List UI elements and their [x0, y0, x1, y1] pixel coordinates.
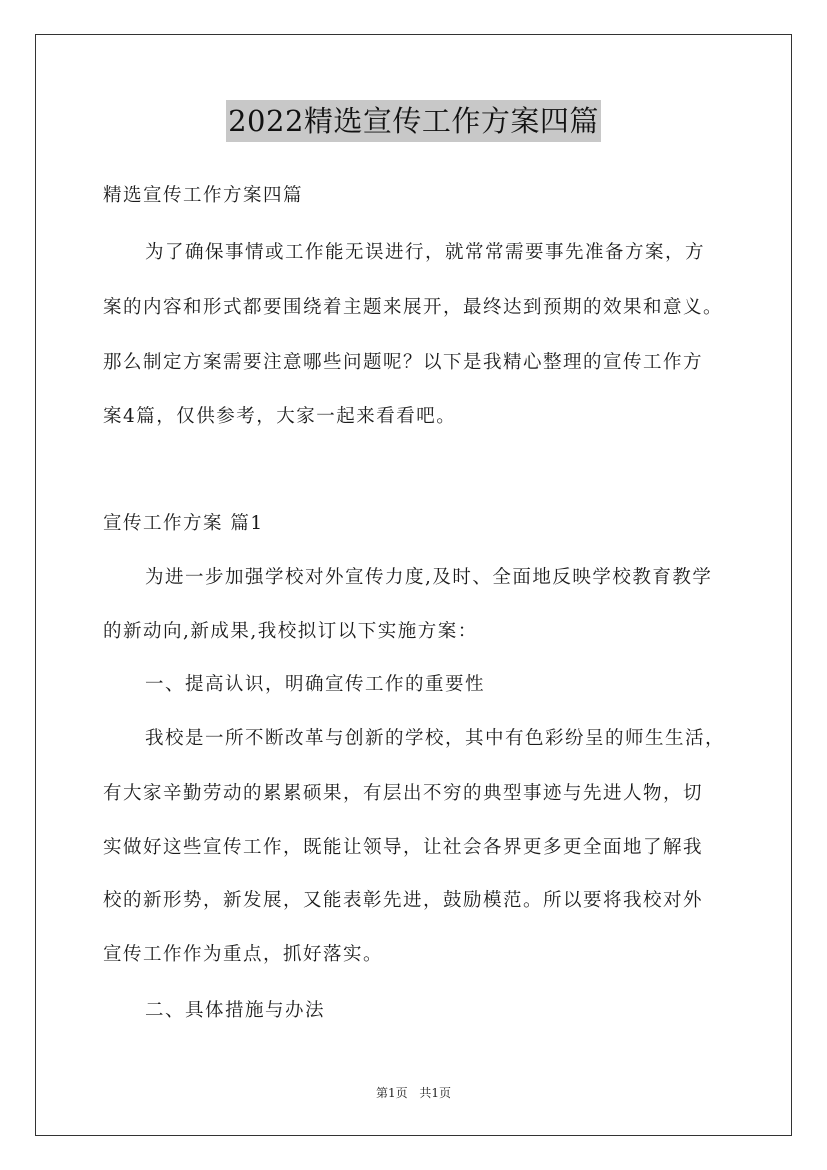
- page-footer: [0, 1084, 827, 1101]
- document-subtitle: 精选宣传工作方案四篇: [103, 185, 304, 206]
- heading-two: 二、具体措施与办法: [145, 1000, 326, 1021]
- paragraph-line: 校的新形势，新发展，又能表彰先进，鼓励模范。所以要将我校对外: [103, 890, 704, 911]
- paragraph-line: 我校是一所不断改革与创新的学校，其中有色彩纷呈的师生生活，: [145, 728, 726, 749]
- paragraph-line: 的新动向,新成果,我校拟订以下实施方案：: [103, 621, 478, 642]
- title-container: [0, 100, 827, 142]
- intro-line: 案4篇，仅供参考，大家一起来看看吧。: [103, 406, 457, 427]
- intro-line: 案的内容和形式都要围绕着主题来展开，最终达到预期的效果和意义。: [103, 297, 724, 318]
- document-title: 2022精选宣传工作方案四篇: [226, 100, 601, 142]
- page-total: 共1页: [419, 1086, 452, 1100]
- page-number: 第1页: [375, 1086, 408, 1100]
- paragraph-line: 为进一步加强学校对外宣传力度,及时、全面地反映学校教育教学: [145, 567, 713, 588]
- paragraph-line: 有大家辛勤劳动的累累硕果，有层出不穷的典型事迹与先进人物，切: [103, 783, 704, 804]
- intro-line: 为了确保事情或工作能无误进行，就常常需要事先准备方案，方: [145, 242, 706, 263]
- paragraph-line: 实做好这些宣传工作，既能让领导，让社会各界更多更全面地了解我: [103, 837, 704, 858]
- intro-line: 那么制定方案需要注意哪些问题呢？以下是我精心整理的宣传工作方: [103, 352, 704, 373]
- section-heading: 宣传工作方案 篇1: [103, 513, 264, 534]
- heading-one: 一、提高认识，明确宣传工作的重要性: [145, 674, 486, 695]
- paragraph-line: 宣传工作作为重点，抓好落实。: [103, 944, 384, 965]
